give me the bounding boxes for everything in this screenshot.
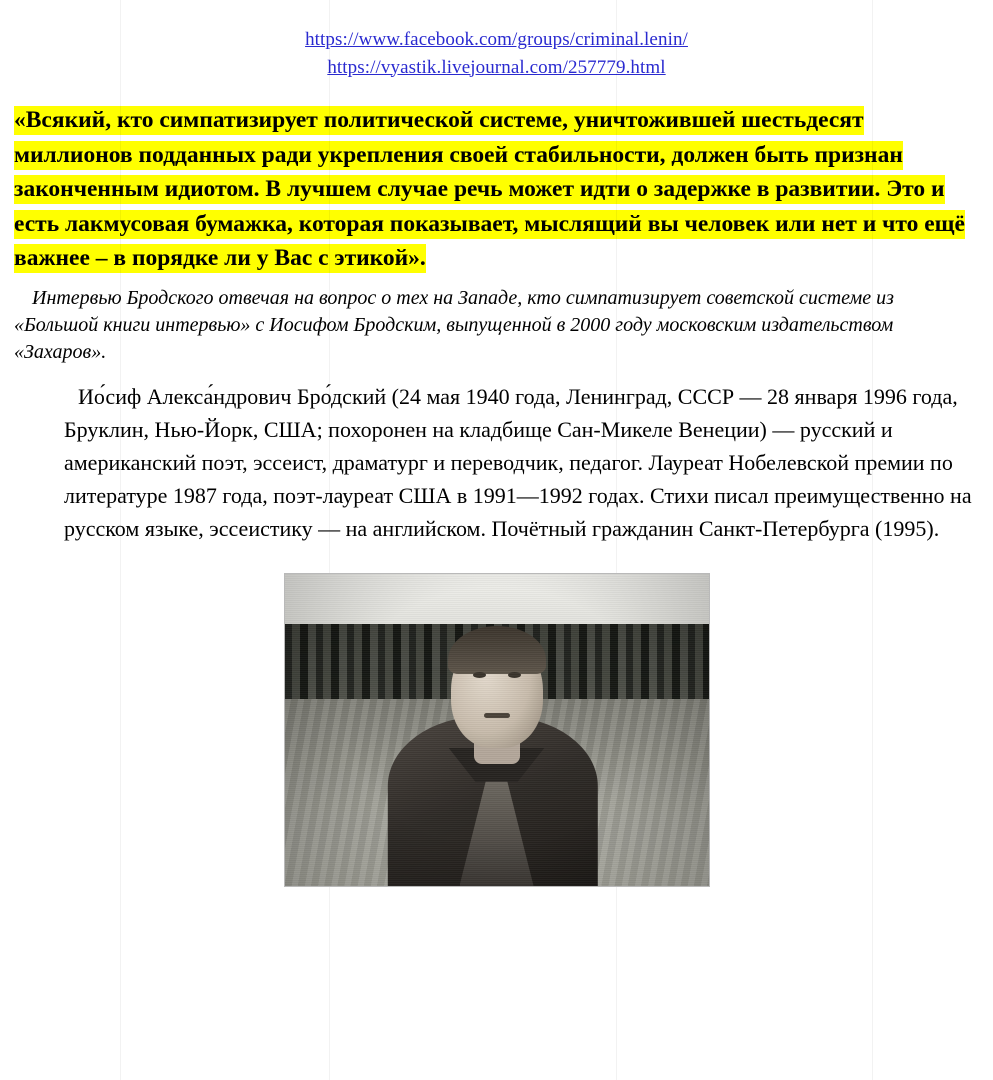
highlighted-quote bbox=[14, 103, 979, 276]
photo-figure-eye-right bbox=[508, 672, 521, 678]
photo-figure-mouth bbox=[484, 713, 510, 718]
source-links bbox=[0, 0, 993, 81]
iosif-brodsky-photo bbox=[284, 573, 710, 887]
quote-text: «Всякий, кто симпатизирует политической системе, уничтожившей шестьдесят миллионов подданных ради укрепления своей стабильности, должен быть признан законченным идиотом. В лучшем случае речь может идти о задержке в развитии. Это и есть лакмусовая бумажка, которая показывает, мыслящий вы человек или нет и что ещё важнее – в порядке ли у Вас с этикой». bbox=[14, 107, 965, 272]
livejournal-link-row bbox=[0, 54, 993, 82]
biography-paragraph: Ио́сиф Алекса́ндрович Бро́дский (24 мая 1940 года, Ленинград, СССР — 28 января 1996 года, Бруклин, Нью-Йорк, США; похоронен на кладбище Сан-Микеле Венеции) — русский и американский поэт, эссеист, драматург и переводчик, педагог. Лауреат Нобелевской премии по литературе 1987 года, поэт-лауреат США в 1991—1992 годах. Стихи писал преимущественно на русском языке, эссеистику — на английском. Почётный гражданин Санкт-Петербурга (1995). bbox=[64, 383, 972, 541]
facebook-group-link[interactable]: https://www.facebook.com/groups/criminal.lenin/ bbox=[305, 29, 688, 50]
portrait-container bbox=[0, 573, 993, 887]
livejournal-post-link[interactable]: https://vyastik.livejournal.com/257779.html bbox=[327, 56, 666, 78]
quote-attribution: Интервью Бродского отвечая на вопрос о тех на Западе, кто симпатизирует советской системе из «Большой книги интервью» с Иосифом Бродским, выпущенной в 2000 году московским издательством «Захаров». bbox=[14, 286, 894, 363]
photo-figure-eye-left bbox=[473, 672, 486, 678]
facebook-link-row bbox=[0, 26, 993, 54]
